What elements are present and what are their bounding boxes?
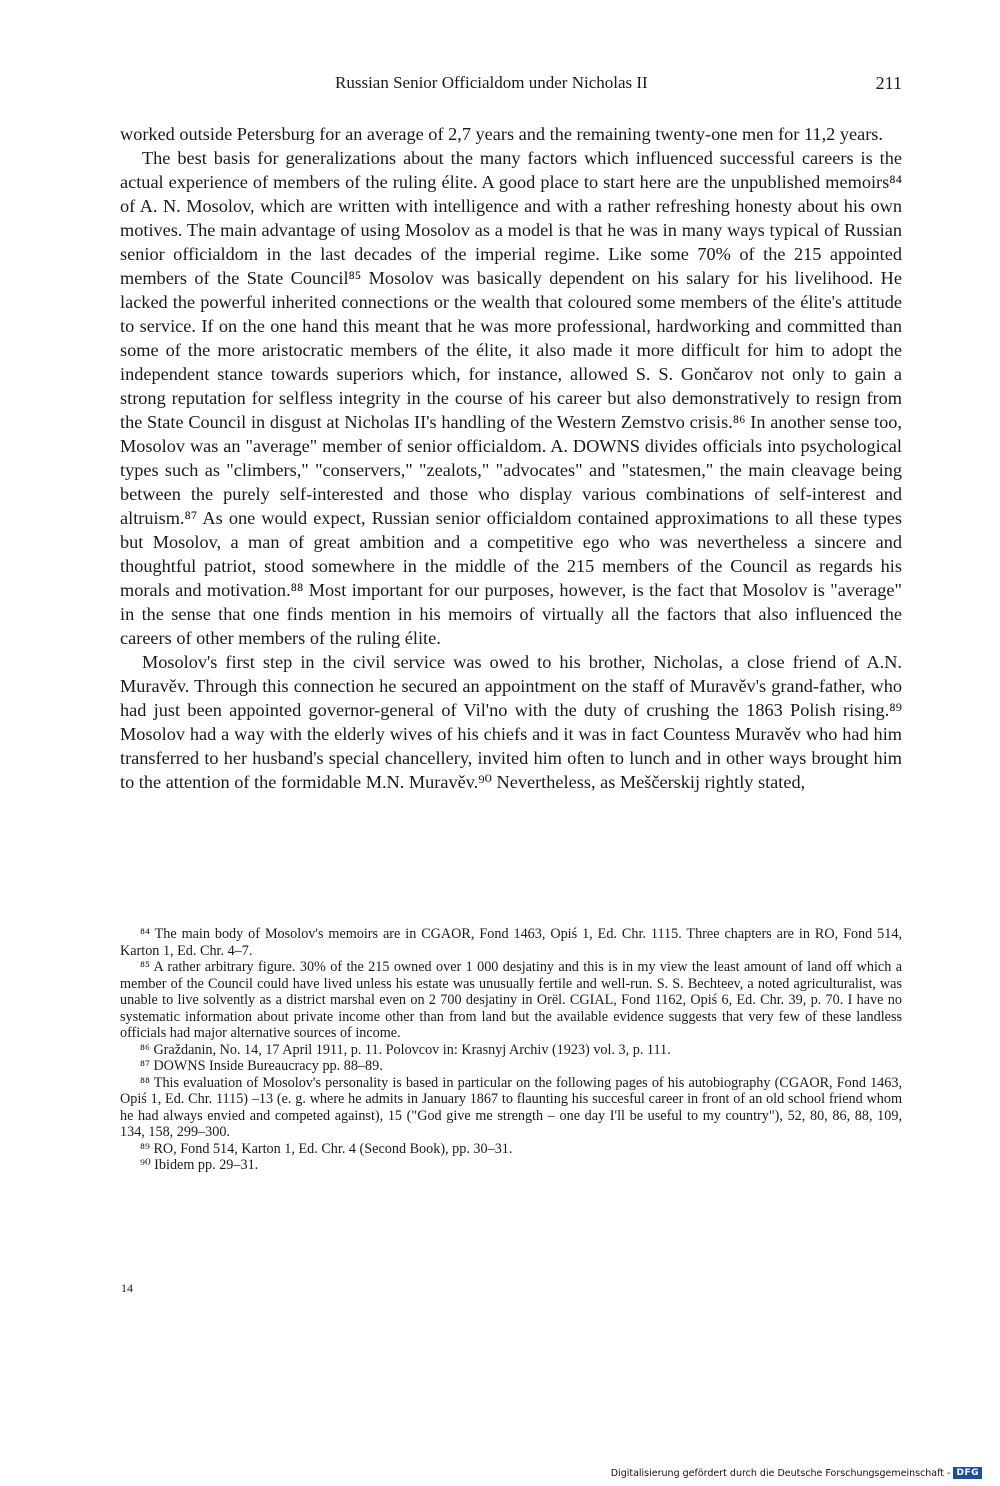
body-text: [120, 122, 902, 794]
footnote-89: ⁸⁹ RO, Fond 514, Karton 1, Ed. Chr. 4 (Second Book), pp. 30–31.: [140, 1140, 513, 1157]
running-head: [120, 73, 902, 99]
dfg-logo: DFG: [953, 1467, 982, 1479]
running-title: Russian Senior Officialdom under Nicholas II: [335, 73, 648, 92]
paragraph-mosolov-model: The best basis for generalizations about the many factors which influenced successful careers is the actual experience of members of the ruling élite. A good place to start here are the unpublished memoirs⁸⁴ of A. N. Mosolov, which are written with intelligence and with a rather refreshing honesty about his own motives. The main advantage of using Mosolov as a model is that he was in many ways typical of Russian senior officialdom in the last decades of the imperial regime. Like some 70% of the 215 appointed members of the State Council⁸⁵ Mosolov was basically dependent on his salary for his livelihood. He lacked the powerful inherited connections or the wealth that coloured some members of the élite's attitude to service. If on the one hand this meant that he was more professional, hardworking and committed than some of the more aristocratic members of the élite, it also made it more difficult for him to adopt the independent stance towards superiors which, for instance, allowed S. S. Gončarov not only to gain a strong reputation for selfless integrity in the course of his career but also demonstratively to resign from the State Council in disgust at Nicholas II's handling of the Western Zemstvo crisis.⁸⁶ In another sense too, Mosolov was an "average" member of senior officialdom. A. DOWNS divides officials into psychological types such as "climbers," "conservers," "zealots," "advocates" and "statesmen," the main cleavage being between the purely self-interested and those who display various combinations of self-interest and altruism.⁸⁷ As one would expect, Russian senior officialdom contained approximations to all these types but Mosolov, a man of great ambition and a competitive ego who was nevertheless a sincere and thoughtful patriot, stood somewhere in the middle of the 215 members of the Council as regards his morals and motivation.⁸⁸ Most important for our purposes, however, is the fact that Mosolov is "average" in the sense that one finds mention in his memoirs of virtually all the factors that also influenced the careers of other members of the ruling élite.: [120, 148, 902, 648]
dfg-funding-banner: [611, 1466, 982, 1480]
footnote-85: ⁸⁵ A rather arbitrary figure. 30% of the 215 owned over 1 000 desjatiny and this is in my view the least amount of land off which a member of the Council could have lived unless his estate was unusually fertile and well-run. S. S. Bechteev, a noted agriculturalist, was unable to live solvently as a district marshal even on 2 700 desjatiny in Orël. CGIAL, Fond 1162, Opiś 6, Ed. Chr. 39, p. 70. I have no systematic information about private income other than from land but the available evidence suggests that very few of these landless officials had major alternative sources of income.: [120, 959, 902, 1041]
paragraph-first-step: Mosolov's first step in the civil service was owed to his brother, Nicholas, a close friend of A.N. Muravěv. Through this connection he secured an appointment on the staff of Muravěv's grand-father, who had just been appointed governor-general of Vil'no with the duty of crushing the 1863 Polish rising.⁸⁹ Mosolov had a way with the elderly wives of his chiefs and it was in fact Countess Muravěv who had him transferred to her husband's special chancellery, invited him often to lunch and in other ways brought him to the attention of the formidable M.N. Muravěv.⁹⁰ Nevertheless, as Meščerskij rightly stated,: [120, 652, 902, 792]
footnote-86: ⁸⁶ Graždanin, No. 14, 17 April 1911, p. 11. Polovcov in: Krasnyj Archiv (1923) vol. 3, p. 111.: [140, 1041, 671, 1058]
dfg-funding-text: Digitalisierung gefördert durch die Deutsche Forschungsgemeinschaft -: [610, 1467, 951, 1479]
signature-mark: 14: [121, 1281, 133, 1295]
footnote-84: ⁸⁴ The main body of Mosolov's memoirs are in CGAOR, Fond 1463, Opiś 1, Ed. Chr. 1115. Three chapters are in RO, Fond 514, Karton 1, Ed. Chr. 4–7.: [120, 926, 902, 959]
footnote-87: ⁸⁷ DOWNS Inside Bureaucracy pp. 88–89.: [140, 1058, 383, 1074]
paragraph-continuation: worked outside Petersburg for an average of 2,7 years and the remaining twenty-one men for 11,2 years.: [120, 124, 883, 144]
footnotes: [120, 926, 902, 1174]
page-number: 211: [875, 73, 902, 93]
footnote-90: ⁹⁰ Ibidem pp. 29–31.: [140, 1157, 259, 1173]
footnote-88: ⁸⁸ This evaluation of Mosolov's personality is based in particular on the following pages of his autobiography (CGAOR, Fond 1463, Opiś 1, Ed. Chr. 1115) –13 (e. g. where he admits in January 1867 to flaunting his succesful career in front of an old school friend whom he had always envied and competed against), 15 ("God give me strength – one day I'll be useful to my country"), 52, 80, 86, 88, 109, 134, 158, 299–300.: [120, 1074, 902, 1140]
